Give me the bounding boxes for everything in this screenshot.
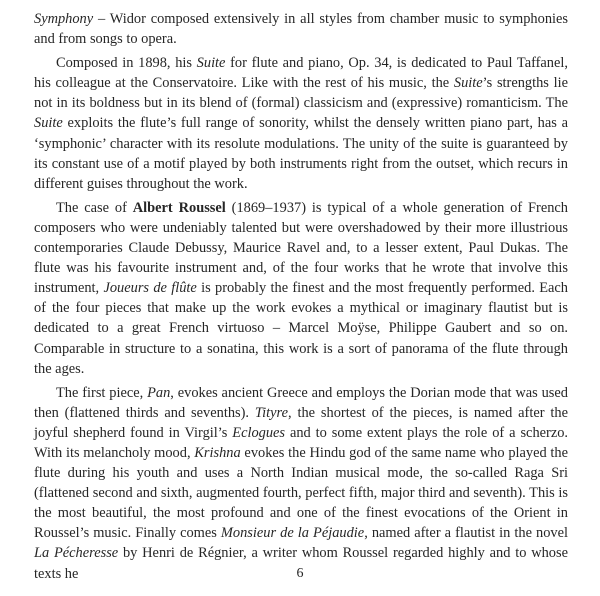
italic-run: Pan bbox=[147, 384, 171, 401]
text-run: for flute and piano, Op. 34, is dedicated to Paul Taffanel, his colleague at the Conservatoire. Like with the rest of his music, the bbox=[34, 55, 568, 92]
italic-run: Joueurs de flûte bbox=[103, 280, 197, 297]
paragraph-4 bbox=[34, 383, 568, 584]
paragraph-1 bbox=[34, 9, 568, 49]
text-run: , the shortest of the pieces, is named after the joyful shepherd found in Virgil’s bbox=[34, 404, 568, 441]
italic-run: Symphony bbox=[34, 11, 94, 27]
bold-run: Albert Roussel bbox=[132, 199, 226, 216]
italic-run: Suite bbox=[34, 115, 63, 132]
text-run: and to some extent plays the role of a scherzo. With its melancholy mood, bbox=[34, 424, 568, 461]
text-run: by Henri de Régnier, a writer whom Roussel regarded highly and to whose texts he bbox=[34, 545, 568, 582]
italic-run: Monsieur de la Péjaudie bbox=[220, 525, 365, 542]
text-run: (1869–1937) is typical of a whole generation of French composers who were undeniably talented but were overshadowed by their more illustrious contemporaries Claude Debussy, Maurice Ravel and, to a lesser extent, Paul Dukas. The flute was his favourite instrument and, of the four works that he wrote that involve this instrument, bbox=[34, 199, 568, 297]
italic-run: Eclogues bbox=[232, 424, 286, 441]
text-run: exploits the flute’s full range of sonority, whilst the densely written piano part, has a ‘symphonic’ character with its resolute modulations. The unity of the suite is guaranteed by its constant use of a motif played by both instruments right from the outset, which recurs in different guises throughout the work. bbox=[34, 115, 568, 192]
italic-run: La Pécheresse bbox=[34, 545, 119, 562]
page-number: 6 bbox=[296, 566, 304, 581]
text-run: is probably the finest and the most frequently performed. Each of the four pieces that make up the work evokes a mythical or imaginary flautist but is dedicated to a great French virtuoso – Marcel Moÿse, Philippe Gaubert and so on. Comparable in structure to a sonatina, this work is a sort of panorama of the flute through the ages. bbox=[34, 280, 568, 377]
italic-run: Suite bbox=[196, 55, 226, 72]
text-run: The first piece, bbox=[56, 384, 148, 401]
italic-run: Krishna bbox=[194, 444, 241, 461]
italic-run: Suite bbox=[453, 75, 483, 92]
paragraph-2 bbox=[34, 53, 568, 194]
text-run: , named after a flautist in the novel bbox=[364, 525, 568, 542]
text-run: Composed in 1898, his bbox=[56, 55, 197, 72]
italic-run: Tityre bbox=[254, 404, 288, 421]
text-run: evokes the Hindu god of the same name who played the flute during his youth and uses a North Indian musical mode, the so-called Raga Sri (flattened second and sixth, augmented fourth, perfect fifth, major third and seventh). This is the most beautiful, the most profound and one of the finest evocations of the Orient in Roussel’s music. Finally comes bbox=[34, 444, 569, 542]
text-run: – Widor composed extensively in all styles from chamber music to symphonies and from songs to opera. bbox=[34, 11, 568, 48]
paragraph-3 bbox=[34, 198, 568, 379]
body-text bbox=[34, 9, 568, 588]
text-run: ’s strengths lie not in its boldness but in its blend of (formal) classicism and (expressive) romanticism. The bbox=[34, 75, 568, 112]
text-run: , evokes ancient Greece and employs the Dorian mode that was used then (flattened thirds and sevenths). bbox=[34, 384, 568, 421]
text-run: The case of bbox=[56, 199, 133, 216]
